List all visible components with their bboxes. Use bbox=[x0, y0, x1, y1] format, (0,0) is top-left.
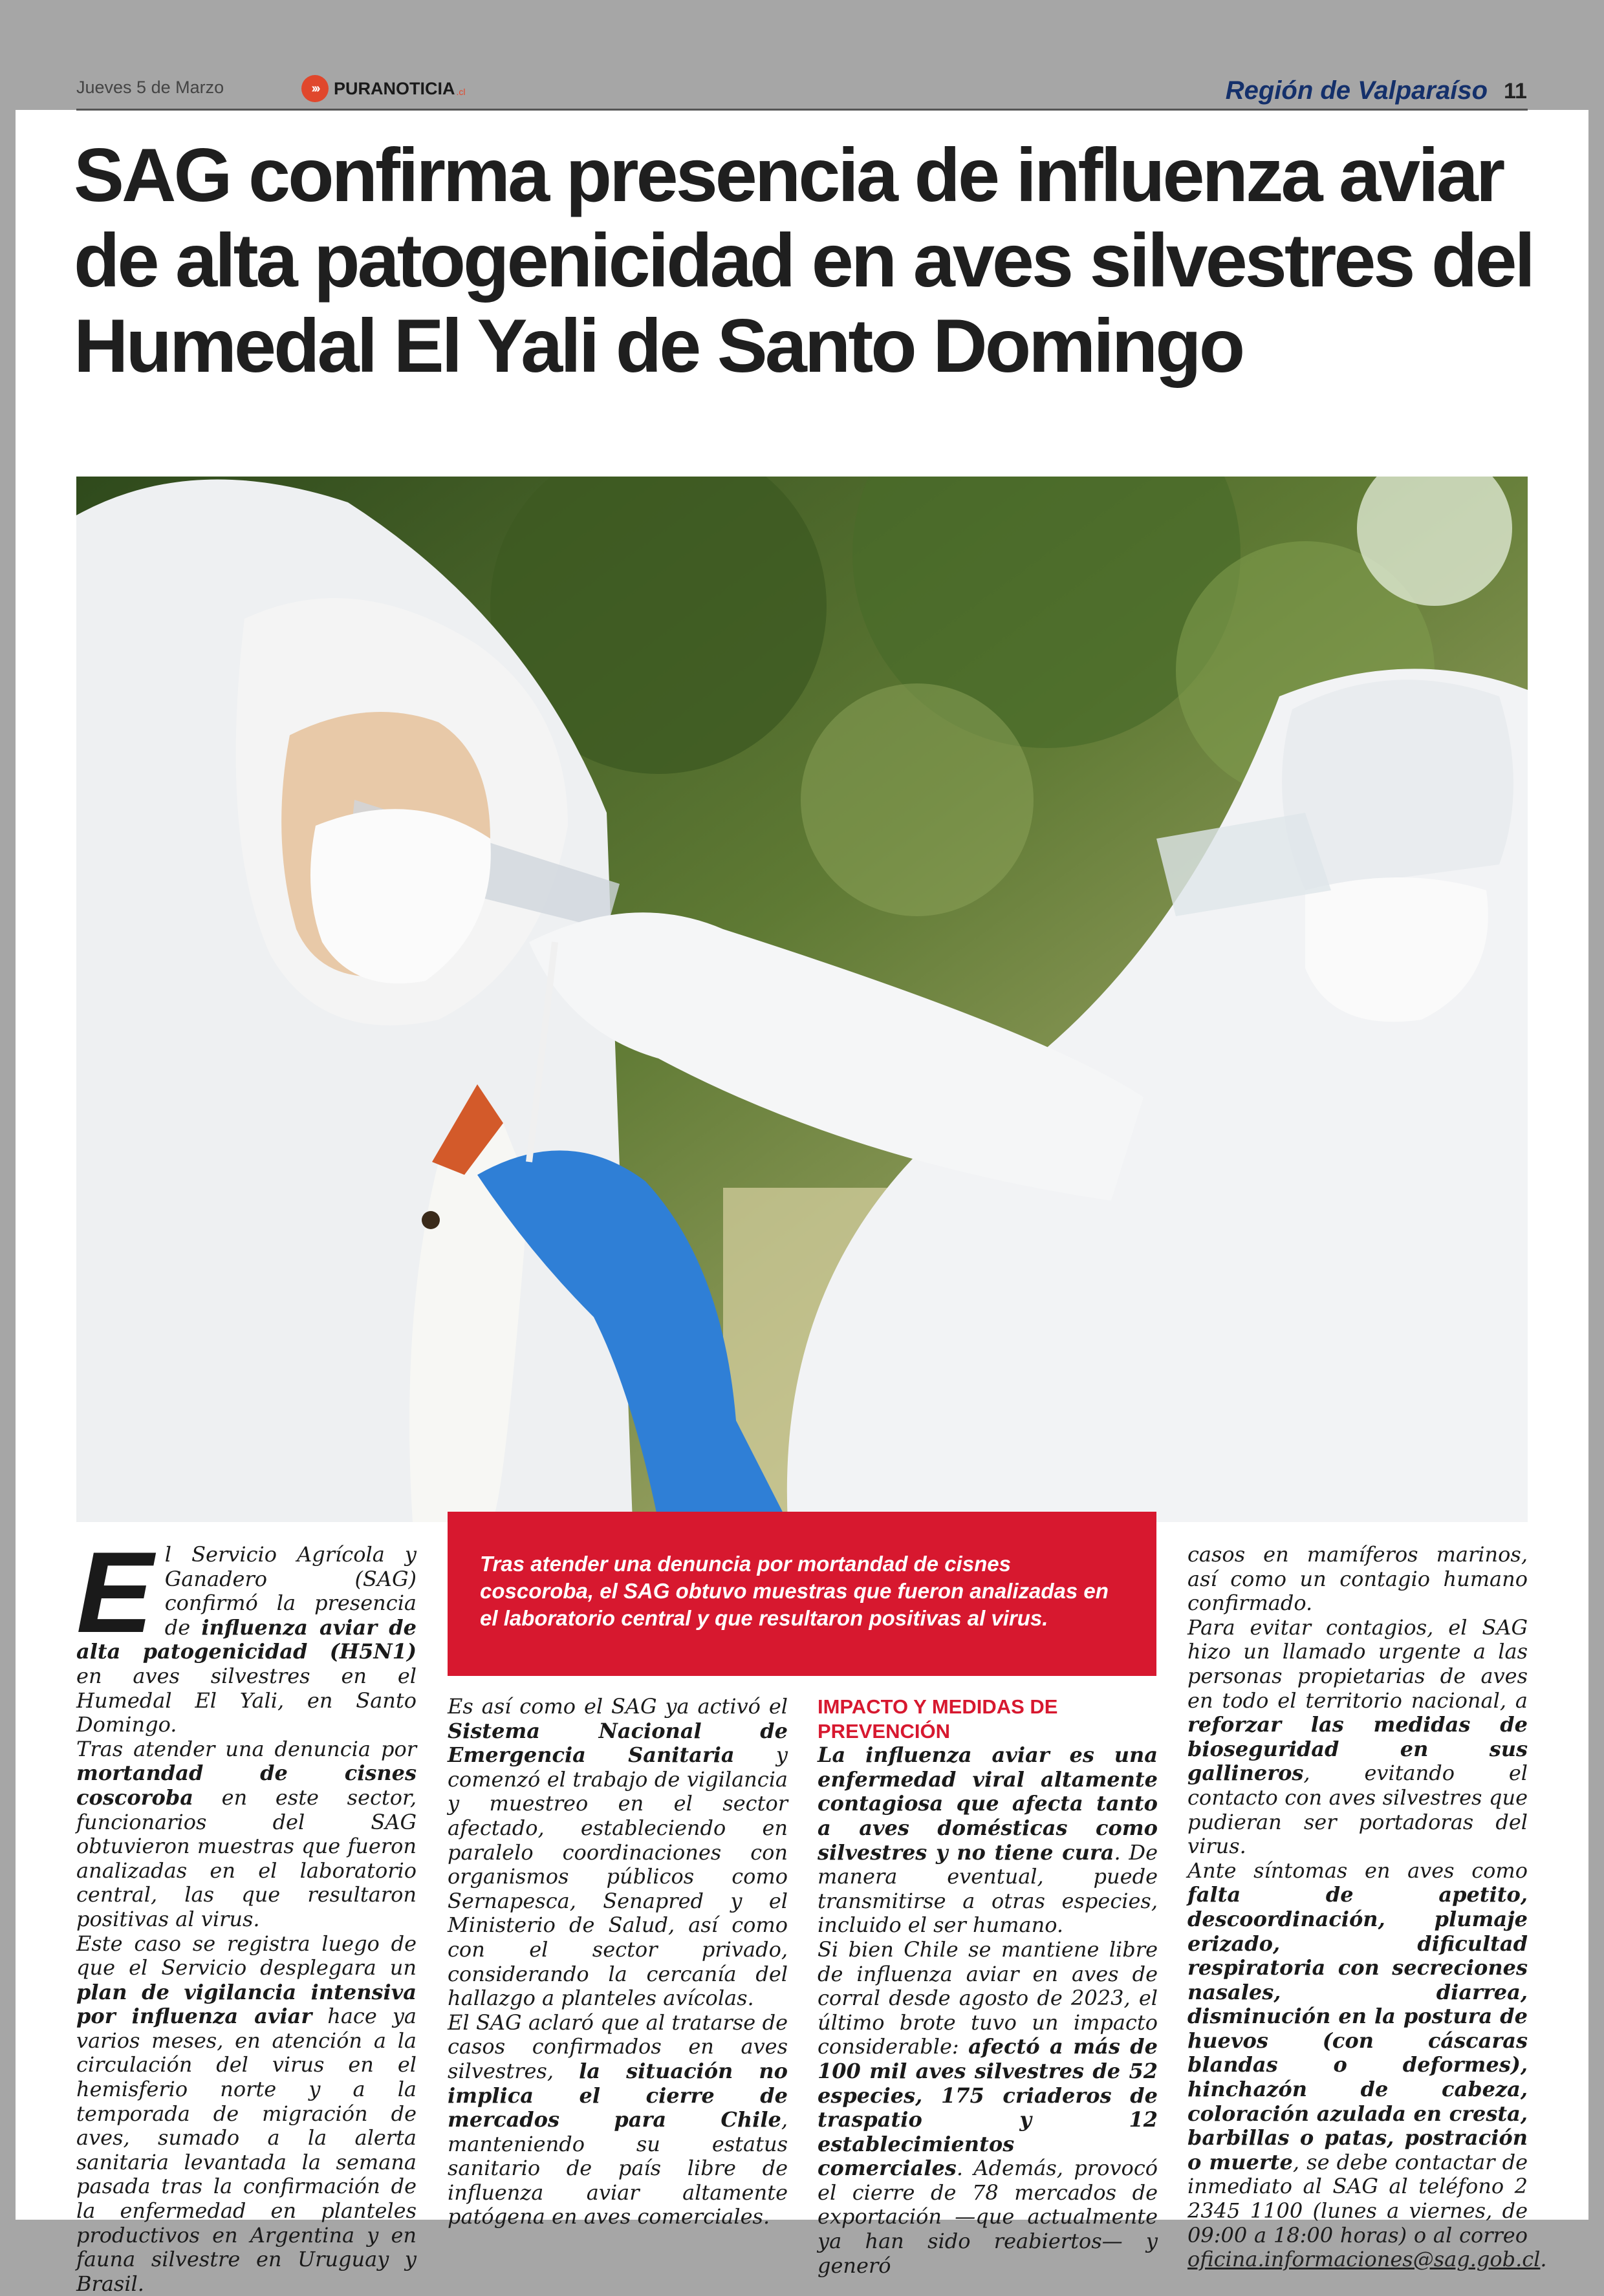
article-column-3 bbox=[818, 1695, 1158, 2278]
pull-quote-box bbox=[448, 1512, 1156, 1676]
text-run: en este sector, funcionarios del SAG obtuvieron muestras que fueron analizadas en el laboratorio central, las que resultaron positivas al virus. bbox=[76, 1785, 417, 1931]
article-column-2 bbox=[448, 1695, 788, 2229]
article-column-4 bbox=[1187, 1543, 1528, 2272]
bold-run: reforzar las medidas de bioseguridad en sus gallineros bbox=[1187, 1712, 1528, 1785]
paragraph bbox=[448, 1695, 788, 2011]
text-run: . Además, provocó el cierre de 78 mercados de exportación —que actualmente ya han sido reabiertos— y generó bbox=[818, 2156, 1158, 2277]
page-header bbox=[0, 0, 1604, 110]
headline: SAG confirma presencia de influenza aviar de alta patogenicidad en aves silvestres del Humedal El Yali de Santo Domingo bbox=[74, 133, 1542, 389]
puranoticia-logo bbox=[301, 75, 466, 102]
bold-run: La influenza aviar es una enfermedad viral altamente contagiosa que afecta tanto a aves domésticas como silvestres y no tiene cura bbox=[818, 1743, 1158, 1864]
text-run: El SAG aclaró que al tratarse de casos confirmados en aves silvestres, bbox=[448, 2010, 788, 2083]
paragraph bbox=[76, 1737, 417, 1932]
pull-quote-text: Tras atender una denuncia por mortandad de cisnes coscoroba, el SAG obtuvo muestras que fueron analizadas en el laboratorio central y que resultaron positivas al virus. bbox=[480, 1550, 1124, 1632]
article-column-1 bbox=[76, 1543, 417, 2296]
bold-run: influenza aviar de alta patogenicidad (H5N1) bbox=[76, 1615, 417, 1664]
issue-date: Jueves 5 de Marzo bbox=[76, 78, 224, 98]
text-run: , manteniendo su estatus sanitario de país libre de influenza aviar altamente patógena en aves comerciales. bbox=[448, 2107, 788, 2229]
text-run: y comenzó el trabajo de vigilancia y muestreo en el sector afectado, estableciendo en paralelo coordinaciones con organismos públicos como Sernapesca, Senapred y el Ministerio de Salud, así como con el sector privado, considerando la cercanía del hallazgo a planteles avícolas. bbox=[448, 1743, 788, 2010]
paragraph bbox=[1187, 1616, 1528, 1859]
bold-run: la situación no implica el cierre de mercados para Chile bbox=[448, 2059, 788, 2132]
header-rule bbox=[76, 109, 1528, 111]
text-run: l Servicio Agrícola y Ganadero (SAG) confirmó la presencia de bbox=[165, 1542, 417, 1640]
text-run: Ante síntomas en aves como bbox=[1187, 1858, 1528, 1883]
page-number: 11 bbox=[1504, 79, 1527, 104]
email-link[interactable]: oficina.informaciones@sag.gob.cl bbox=[1187, 2247, 1540, 2271]
text-run: Es así como el SAG ya activó el bbox=[448, 1694, 788, 1719]
bold-run: falta de apetito, descoordinación, plumaje erizado, dificultad respiratoria con secreciones nasales, diarrea, disminución en la postura de huevos (con cáscaras blandas o deformes), hinchazón de cabeza, coloración azulada en cresta, barbillas o patas, postración o muerte bbox=[1187, 1882, 1528, 2174]
paragraph bbox=[1187, 1859, 1528, 2272]
bold-run: afectó a más de 100 mil aves silvestres de 52 especies, 175 criaderos de traspatio y 12 establecimientos comerciales bbox=[818, 2034, 1158, 2180]
paragraph bbox=[448, 2011, 788, 2229]
section-title: Región de Valparaíso bbox=[1203, 76, 1488, 105]
text-run: Tras atender una denuncia por bbox=[76, 1737, 417, 1761]
logo-suffix: .cl bbox=[457, 87, 466, 97]
paragraph bbox=[818, 1743, 1158, 1938]
text-run: , evitando el contacto con aves silvestres que pudieran ser portadoras del virus. bbox=[1187, 1761, 1528, 1858]
text-run: Para evitar contagios, el SAG hizo un llamado urgente a las personas propietarias de aves en todo el territorio nacional, a bbox=[1187, 1615, 1528, 1713]
bold-run: mortandad de cisnes coscoroba bbox=[76, 1761, 417, 1810]
text-run: en aves silvestres en el Humedal El Yali, en Santo Domingo. bbox=[76, 1664, 417, 1737]
paragraph bbox=[818, 1938, 1158, 2278]
bold-run: plan de vigilancia intensiva por influenza aviar bbox=[76, 1980, 417, 2029]
paragraph bbox=[76, 1932, 417, 2296]
text-run: hace ya varios meses, en atención a la circulación del virus en el hemisferio norte y a la temporada de migración de aves, sumado a la alerta sanitaria levantada la semana pasada tras la confirmación de la enfermedad en planteles productivos en Argentina y en fauna silvestre en Uruguay y Brasil. bbox=[76, 2004, 417, 2296]
bold-run: Sistema Nacional de Emergencia Sanitaria bbox=[448, 1719, 788, 1768]
drop-cap: E bbox=[76, 1545, 153, 1640]
text-run: Si bien Chile se mantiene libre de influenza aviar en aves de corral desde agosto de 2023, el último brote tuvo un impacto considerable: bbox=[818, 1937, 1158, 2059]
article-photo bbox=[76, 477, 1528, 1522]
text-run: Este caso se registra luego de que el Servicio desplegara un bbox=[76, 1931, 417, 1980]
section-subhead: IMPACTO Y MEDIDAS DE PREVENCIÓN bbox=[818, 1695, 1158, 1743]
paragraph: casos en mamíferos marinos, así como un contagio humano confirmado. bbox=[1187, 1543, 1528, 1616]
text-run: . De manera eventual, puede transmitirse a otras especies, incluido el ser humano. bbox=[818, 1840, 1158, 1938]
logo-text: PURANOTICIA bbox=[334, 79, 455, 99]
chevrons-icon: ››› bbox=[301, 75, 329, 102]
text-run: . bbox=[1540, 2247, 1546, 2271]
text-run: , se debe contactar de inmediato al SAG al teléfono 2 2345 1100 (lunes a viernes, de 09:00 a 18:00 horas) o al correo bbox=[1187, 2150, 1528, 2248]
